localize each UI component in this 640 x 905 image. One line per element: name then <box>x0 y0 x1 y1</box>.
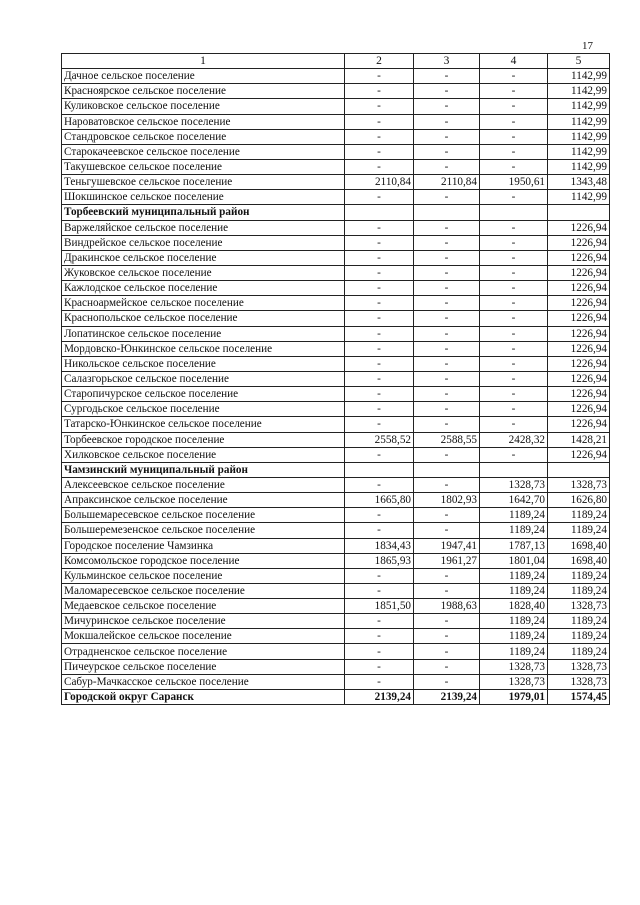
cell-c5: 1328,73 <box>548 674 610 689</box>
cell-c5: 1189,24 <box>548 568 610 583</box>
cell-c4: 1642,70 <box>480 493 548 508</box>
cell-c4: 1189,24 <box>480 629 548 644</box>
cell-c5: 1142,99 <box>548 159 610 174</box>
cell-c2: 1834,43 <box>345 538 414 553</box>
table-row <box>62 583 610 598</box>
cell-c4: - <box>480 144 548 159</box>
cell-c2: - <box>345 568 414 583</box>
cell-c3: - <box>414 387 480 402</box>
cell-c3: 1961,27 <box>414 553 480 568</box>
cell-c5 <box>548 205 610 220</box>
table-row <box>62 235 610 250</box>
cell-settlement-name: Сургодьское сельское поселение <box>62 402 345 417</box>
cell-c3: - <box>414 417 480 432</box>
cell-c2: - <box>345 614 414 629</box>
cell-c4: - <box>480 99 548 114</box>
cell-c5: 1226,94 <box>548 387 610 402</box>
cell-c3: - <box>414 614 480 629</box>
table-row <box>62 387 610 402</box>
cell-c5: 1226,94 <box>548 235 610 250</box>
table-header <box>62 54 610 69</box>
cell-c3: - <box>414 190 480 205</box>
cell-c3 <box>414 205 480 220</box>
cell-c3: - <box>414 326 480 341</box>
cell-c3: - <box>414 220 480 235</box>
cell-c2: - <box>345 508 414 523</box>
cell-settlement-name: Виндрейское сельское поселение <box>62 235 345 250</box>
table-row <box>62 538 610 553</box>
table-row <box>62 69 610 84</box>
cell-settlement-name: Алексеевское сельское поселение <box>62 477 345 492</box>
cell-c5: 1328,73 <box>548 659 610 674</box>
header-col-3: 3 <box>414 54 480 69</box>
table-row <box>62 144 610 159</box>
cell-c2: 2139,24 <box>345 689 414 704</box>
cell-c4: 1328,73 <box>480 477 548 492</box>
cell-c2: - <box>345 629 414 644</box>
cell-settlement-name: Комсомольское городское поселение <box>62 553 345 568</box>
cell-c4: 1189,24 <box>480 523 548 538</box>
cell-c2: - <box>345 114 414 129</box>
cell-c2: - <box>345 447 414 462</box>
table-row <box>62 523 610 538</box>
cell-c5: 1226,94 <box>548 417 610 432</box>
cell-c4 <box>480 462 548 477</box>
cell-c5: 1142,99 <box>548 129 610 144</box>
cell-c3: - <box>414 508 480 523</box>
cell-c3: - <box>414 523 480 538</box>
cell-settlement-name: Хилковское сельское поселение <box>62 447 345 462</box>
cell-c4: 2428,32 <box>480 432 548 447</box>
cell-c2: 1665,80 <box>345 493 414 508</box>
cell-c2: 1851,50 <box>345 599 414 614</box>
cell-c2: - <box>345 523 414 538</box>
table-row <box>62 250 610 265</box>
cell-c5: 1226,94 <box>548 447 610 462</box>
cell-settlement-name: Кажлодское сельское поселение <box>62 281 345 296</box>
cell-settlement-name: Куликовское сельское поселение <box>62 99 345 114</box>
cell-c3: - <box>414 250 480 265</box>
cell-settlement-name: Апраксинское сельское поселение <box>62 493 345 508</box>
cell-c4: - <box>480 250 548 265</box>
cell-c4: 1189,24 <box>480 568 548 583</box>
cell-c3: - <box>414 568 480 583</box>
table-row <box>62 614 610 629</box>
header-col-2: 2 <box>345 54 414 69</box>
cell-c4: - <box>480 114 548 129</box>
cell-c4: - <box>480 235 548 250</box>
cell-c2: - <box>345 281 414 296</box>
cell-c4: - <box>480 296 548 311</box>
cell-c4: 1328,73 <box>480 674 548 689</box>
cell-c5: 1142,99 <box>548 190 610 205</box>
cell-settlement-name: Мокшалейское сельское поселение <box>62 629 345 644</box>
cell-c3: - <box>414 629 480 644</box>
cell-c2: - <box>345 371 414 386</box>
cell-c2: - <box>345 477 414 492</box>
cell-c2: - <box>345 235 414 250</box>
cell-settlement-name: Варжеляйское сельское поселение <box>62 220 345 235</box>
cell-c5: 1226,94 <box>548 341 610 356</box>
cell-c3 <box>414 462 480 477</box>
cell-c4 <box>480 205 548 220</box>
cell-c3: - <box>414 583 480 598</box>
cell-c5: 1328,73 <box>548 477 610 492</box>
cell-c5: 1142,99 <box>548 84 610 99</box>
cell-settlement-name: Отрадненское сельское поселение <box>62 644 345 659</box>
cell-c5: 1226,94 <box>548 220 610 235</box>
cell-c4: - <box>480 190 548 205</box>
cell-c2 <box>345 205 414 220</box>
table-row <box>62 674 610 689</box>
cell-settlement-name: Красноармейское сельское поселение <box>62 296 345 311</box>
cell-c5: 1428,21 <box>548 432 610 447</box>
table-row <box>62 599 610 614</box>
cell-settlement-name: Лопатинское сельское поселение <box>62 326 345 341</box>
cell-settlement-name: Шокшинское сельское поселение <box>62 190 345 205</box>
table-row <box>62 644 610 659</box>
table-row <box>62 341 610 356</box>
cell-c3: 1988,63 <box>414 599 480 614</box>
cell-c5: 1698,40 <box>548 538 610 553</box>
cell-settlement-name: Торбеевское городское поселение <box>62 432 345 447</box>
cell-c4: 1328,73 <box>480 659 548 674</box>
cell-c2: - <box>345 583 414 598</box>
cell-settlement-name: Кульминское сельское поселение <box>62 568 345 583</box>
cell-c4: 1979,01 <box>480 689 548 704</box>
cell-c2: - <box>345 356 414 371</box>
cell-c5: 1189,24 <box>548 629 610 644</box>
table-row <box>62 220 610 235</box>
cell-settlement-name: Старокачеевское сельское поселение <box>62 144 345 159</box>
cell-c2: - <box>345 674 414 689</box>
cell-c2: - <box>345 296 414 311</box>
cell-c3: - <box>414 265 480 280</box>
table-row <box>62 99 610 114</box>
cell-c3: - <box>414 356 480 371</box>
table-row <box>62 190 610 205</box>
cell-c2: - <box>345 402 414 417</box>
cell-settlement-name: Мичуринское сельское поселение <box>62 614 345 629</box>
cell-c5: 1626,80 <box>548 493 610 508</box>
cell-c4: - <box>480 341 548 356</box>
cell-settlement-name: Жуковское сельское поселение <box>62 265 345 280</box>
header-col-4: 4 <box>480 54 548 69</box>
cell-c2: - <box>345 220 414 235</box>
cell-c2: - <box>345 311 414 326</box>
cell-c5 <box>548 462 610 477</box>
cell-c5: 1226,94 <box>548 281 610 296</box>
cell-c2: 2558,52 <box>345 432 414 447</box>
cell-settlement-name: Нароватовское сельское поселение <box>62 114 345 129</box>
cell-settlement-name: Городской округ Саранск <box>62 689 345 704</box>
page-number: 17 <box>582 40 593 52</box>
cell-c3: - <box>414 69 480 84</box>
cell-settlement-name: Медаевское сельское поселение <box>62 599 345 614</box>
cell-c5: 1343,48 <box>548 175 610 190</box>
cell-c5: 1189,24 <box>548 523 610 538</box>
cell-c2: - <box>345 659 414 674</box>
cell-c2 <box>345 462 414 477</box>
cell-c2: - <box>345 644 414 659</box>
table-row <box>62 356 610 371</box>
cell-c2: - <box>345 129 414 144</box>
cell-c5: 1189,24 <box>548 614 610 629</box>
cell-c4: 1950,61 <box>480 175 548 190</box>
cell-settlement-name: Большемаресевское сельское поселение <box>62 508 345 523</box>
table-row <box>62 568 610 583</box>
cell-settlement-name: Никольское сельское поселение <box>62 356 345 371</box>
cell-c5: 1226,94 <box>548 311 610 326</box>
cell-c3: - <box>414 674 480 689</box>
cell-c2: - <box>345 387 414 402</box>
cell-c4: - <box>480 402 548 417</box>
tariff-table <box>61 53 610 705</box>
header-col-5: 5 <box>548 54 610 69</box>
cell-c3: 1947,41 <box>414 538 480 553</box>
cell-settlement-name: Дачное сельское поселение <box>62 69 345 84</box>
cell-settlement-name: Красноярское сельское поселение <box>62 84 345 99</box>
cell-settlement-name: Пичеурское сельское поселение <box>62 659 345 674</box>
table-row <box>62 129 610 144</box>
cell-c5: 1142,99 <box>548 69 610 84</box>
cell-settlement-name: Салазгорьское сельское поселение <box>62 371 345 386</box>
cell-c5: 1226,94 <box>548 356 610 371</box>
cell-c4: 1189,24 <box>480 614 548 629</box>
cell-c2: 2110,84 <box>345 175 414 190</box>
cell-c2: - <box>345 159 414 174</box>
table-row <box>62 508 610 523</box>
cell-c3: - <box>414 281 480 296</box>
section-row <box>62 205 610 220</box>
cell-c3: - <box>414 659 480 674</box>
header-row <box>62 54 610 69</box>
table-row <box>62 493 610 508</box>
cell-settlement-name: Краснопольское сельское поселение <box>62 311 345 326</box>
cell-c4: 1189,24 <box>480 508 548 523</box>
cell-c4: - <box>480 220 548 235</box>
table-row <box>62 447 610 462</box>
cell-c5: 1142,99 <box>548 99 610 114</box>
cell-c3: - <box>414 402 480 417</box>
cell-settlement-name: Такушевское сельское поселение <box>62 159 345 174</box>
cell-c5: 1328,73 <box>548 599 610 614</box>
cell-c4: - <box>480 281 548 296</box>
cell-c5: 1574,45 <box>548 689 610 704</box>
cell-c2: - <box>345 326 414 341</box>
cell-c5: 1226,94 <box>548 326 610 341</box>
cell-c5: 1698,40 <box>548 553 610 568</box>
cell-c4: - <box>480 371 548 386</box>
cell-c4: 1801,04 <box>480 553 548 568</box>
cell-c4: - <box>480 356 548 371</box>
cell-settlement-name: Сабур-Мачкасское сельское поселение <box>62 674 345 689</box>
cell-c3: - <box>414 114 480 129</box>
cell-c3: - <box>414 99 480 114</box>
cell-c3: - <box>414 129 480 144</box>
cell-c3: - <box>414 144 480 159</box>
cell-c3: 2110,84 <box>414 175 480 190</box>
cell-c4: - <box>480 326 548 341</box>
cell-c5: 1142,99 <box>548 144 610 159</box>
cell-c2: - <box>345 99 414 114</box>
table-body <box>62 69 610 705</box>
cell-c3: - <box>414 477 480 492</box>
cell-c4: 1787,13 <box>480 538 548 553</box>
cell-c2: - <box>345 250 414 265</box>
cell-c2: - <box>345 417 414 432</box>
cell-settlement-name: Стандровское сельское поселение <box>62 129 345 144</box>
cell-c4: - <box>480 447 548 462</box>
cell-c4: 1189,24 <box>480 644 548 659</box>
cell-c4: - <box>480 417 548 432</box>
cell-settlement-name: Торбеевский муниципальный район <box>62 205 345 220</box>
table-row <box>62 477 610 492</box>
cell-c2: - <box>345 84 414 99</box>
cell-c5: 1226,94 <box>548 250 610 265</box>
table-row <box>62 311 610 326</box>
cell-c4: - <box>480 69 548 84</box>
cell-c2: - <box>345 144 414 159</box>
cell-settlement-name: Теньгушевское сельское поселение <box>62 175 345 190</box>
table-row <box>62 175 610 190</box>
table-row <box>62 553 610 568</box>
cell-settlement-name: Мордовско-Юнкинское сельское поселение <box>62 341 345 356</box>
cell-settlement-name: Старопичурское сельское поселение <box>62 387 345 402</box>
cell-c3: 1802,93 <box>414 493 480 508</box>
cell-c3: - <box>414 235 480 250</box>
cell-c5: 1226,94 <box>548 296 610 311</box>
cell-c2: 1865,93 <box>345 553 414 568</box>
cell-settlement-name: Чамзинский муниципальный район <box>62 462 345 477</box>
table-row <box>62 281 610 296</box>
cell-c5: 1226,94 <box>548 371 610 386</box>
cell-c2: - <box>345 190 414 205</box>
table-row <box>62 417 610 432</box>
cell-settlement-name: Татарско-Юнкинское сельское поселение <box>62 417 345 432</box>
cell-c4: 1189,24 <box>480 583 548 598</box>
cell-c3: - <box>414 84 480 99</box>
cell-c3: - <box>414 296 480 311</box>
cell-c2: - <box>345 265 414 280</box>
table-row <box>62 402 610 417</box>
cell-c4: - <box>480 84 548 99</box>
table-row <box>62 84 610 99</box>
cell-c5: 1189,24 <box>548 583 610 598</box>
table-row <box>62 296 610 311</box>
cell-c4: - <box>480 265 548 280</box>
cell-c4: - <box>480 387 548 402</box>
table-row <box>62 371 610 386</box>
cell-settlement-name: Дракинское сельское поселение <box>62 250 345 265</box>
cell-settlement-name: Большеремезенское сельское поселение <box>62 523 345 538</box>
cell-c3: - <box>414 447 480 462</box>
cell-c5: 1142,99 <box>548 114 610 129</box>
table-row <box>62 326 610 341</box>
table-row <box>62 265 610 280</box>
section-row <box>62 462 610 477</box>
table-row <box>62 114 610 129</box>
table-row <box>62 432 610 447</box>
cell-c3: - <box>414 644 480 659</box>
cell-c5: 1189,24 <box>548 508 610 523</box>
cell-settlement-name: Маломаресевское сельское поселение <box>62 583 345 598</box>
cell-c4: 1828,40 <box>480 599 548 614</box>
cell-c4: - <box>480 159 548 174</box>
cell-c5: 1226,94 <box>548 265 610 280</box>
cell-c4: - <box>480 129 548 144</box>
cell-c3: - <box>414 341 480 356</box>
cell-c5: 1226,94 <box>548 402 610 417</box>
cell-c5: 1189,24 <box>548 644 610 659</box>
cell-c4: - <box>480 311 548 326</box>
table-row <box>62 629 610 644</box>
cell-c3: - <box>414 311 480 326</box>
cell-c3: 2139,24 <box>414 689 480 704</box>
cell-c2: - <box>345 341 414 356</box>
section-row <box>62 689 610 704</box>
cell-c3: 2588,55 <box>414 432 480 447</box>
table-row <box>62 659 610 674</box>
table-row <box>62 159 610 174</box>
cell-settlement-name: Городское поселение Чамзинка <box>62 538 345 553</box>
cell-c3: - <box>414 371 480 386</box>
cell-c2: - <box>345 69 414 84</box>
header-col-1: 1 <box>62 54 345 69</box>
cell-c3: - <box>414 159 480 174</box>
